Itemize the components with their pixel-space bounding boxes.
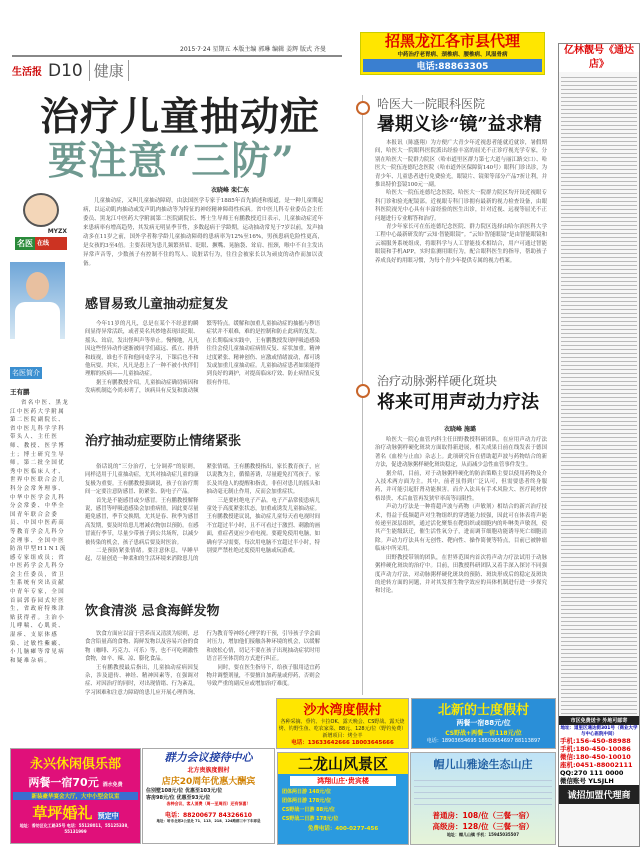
paragraph: 今年11岁的凡凡，总是在某个不经意的瞬间显得异常活跃，或者莫名其妙地表现出眨眼、摇头、耸肩，发出怪叫声等举止。慢慢地，凡凡因这些怪异动作逐渐被同学们疏远、孤立、排挤和歧视，谁也不肯和他同桌学习，下课后也不和他玩耍。其实，凡凡是患上了一种不被小伙伴们理解的疾病——儿童抽动症。 (85, 321, 199, 378)
ad-sub: 鸿翔山庄·贵宾楼 (290, 776, 396, 786)
ad-title: 亿林靓号《通达店》 (559, 44, 639, 72)
ad-promo: 店庆20周年优惠大酬宾 (161, 777, 256, 787)
ad-phone: 座机:0451-88002111 (560, 761, 633, 769)
ad-sub: 北方贵族度假村 (187, 767, 230, 774)
ad-yilin-numbers[interactable] (558, 43, 640, 847)
ad-price: 两餐一宿70元 (28, 776, 99, 789)
doctor-intro-label: 名医简介 (12, 369, 40, 377)
ad-phone: 电话:88863305 (363, 59, 542, 72)
ad-footer: 诚招加盟代理商 (559, 785, 639, 804)
doctor-cartoon-badge (15, 193, 67, 255)
ad-item: 团体两日游 178元/位 (282, 798, 332, 804)
paragraph: 本报讯（陈盛翔）为方便广大青少年近视患者能就近就诊，暑假期间，哈医大一院眼科医院派出经验丰富的屈光不正诊疗视光学专家，分别在哈医大一院群力院区（哈市道里区群力第七大道与丽江路交口）、哈医大一院伍连德纪念医院（哈市道外区保障街140号）眼科门诊出诊，为青少年、儿童患者进行免费验光，眼镜片、镜架等部分产品7折让利，并推出特价套镜100元一副。 (375, 140, 547, 189)
ad-address: 地址：哈市北郊2公里处 71、113、218、124路群三中下车即是 (156, 819, 261, 823)
paragraph: 王有鹏教授最后指出，儿童抽动症病因复杂，涉及遗传、神经、精神因素等，在强调对症、对因治疗的同时，对出现情绪、行为紊乱，学习困难和注意力障碍的患儿应开展心理咨询、行为教育等神经心理学的干预，引导孩子学会面对压力，增加他们接触各种环境的机会，以缓解和放松心情，切记不要在孩子出现抽动症状时用语言甚至体罚的方式进行纠正。 (85, 631, 320, 696)
doctor-bio: 省名中医、黑龙江中医药大学附属第二医院副院长、省中医儿科学学科带头人、主任医师、教授、医学博士；博士研究生导师。第二批全国优秀中医临床人才、世界中医联合会儿科分会常务理事、中华中医学会儿科分会常委、中华全国青年联合会委员、中国中医药高等教育学会儿科分会理事、全国中医防治甲型H1N1流感专家组成员；省中医药学会儿科分会主任委员，省卫生系统有突出贡献中青年专家，全国首届郭春园式好医生，省政府特殊津贴获得者。主治小儿哮喘、心肌炎、湿疹、支原体感染、过敏性紫癜、小儿脑瘫等常见病和疑难杂病。 (10, 400, 70, 664)
paragraph: 二是预防紧张情绪。要注意休息，早睡早起，尽量创造一种柔和的生活环境来消除患儿的紧张情绪。王有鹏教授指出，家长教育孩子，应以说教为主，循循善诱，尽量避免打骂孩子。家长及其他人的提醒和指责，非但对患儿的摇头和抽动毫无制止作用，反而会加重症状。 (85, 464, 320, 563)
ad-price: 住别墅108元/位 优惠至103元/位 (146, 788, 223, 794)
section-heading: 感冒易致儿童抽动症复发 (85, 297, 229, 312)
article-title: 将来可用声动力疗法 (377, 392, 539, 413)
article-kicker: 治疗动脉粥样硬化斑块 (377, 374, 498, 388)
ad-address: 地址：帽儿山镇 手机：15945035507 (446, 832, 519, 837)
ad-maoershan[interactable] (410, 752, 556, 845)
byline: 衣晓峰 栾仁东 (210, 187, 250, 194)
section-name: 健康 (89, 60, 129, 81)
section-body (85, 463, 320, 580)
page-number: D10 (48, 60, 83, 81)
ad-hall: 新装豪华宴会大厅，大中小型会议室 (13, 792, 138, 800)
ad-booking: 预定中 (97, 812, 119, 820)
ad-title: 二龙山风景区 (278, 753, 408, 774)
ad-wechat: 微信账号 YLSJLH (560, 777, 614, 785)
ad-note: 酒水免费 (102, 782, 123, 788)
ad-phone: 手机:156-450-88988 (560, 737, 631, 745)
cartoon-face-icon (23, 193, 59, 227)
paper-logo: 生活报 (12, 67, 42, 78)
ad-item: CS野战一日游 88元/位 (282, 807, 335, 813)
ad-erlongshan[interactable] (277, 752, 409, 845)
ad-phone: 电话：18903654695 18503654697 88113897 (426, 738, 541, 744)
ad-item: 团体两日游 148元/位 (282, 789, 332, 795)
ad-phone: 免费电话：400-0277-456 (307, 826, 379, 832)
ad-phone: 微信:180-450-10010 (560, 753, 631, 761)
doctor-name: 王有鹏 (10, 388, 30, 396)
ad-qunli[interactable] (142, 748, 275, 844)
paragraph: 俗话说的“三分治疗，七分调养”的原则，同样适用于儿童抽动症，尤其对抽动症儿童的康复极为重要。王有鹏教授强调说，孩子在治疗期间一定要注意防感冒、防紧张、防电子产品。 (85, 464, 199, 496)
article-body (375, 139, 547, 344)
ad-line: 两餐一宿88元/位 (456, 719, 511, 727)
section-heading: 治疗抽动症要防止情绪紧张 (85, 434, 242, 449)
ad-line: CS野战+两餐一宿118元/位 (445, 730, 522, 737)
badge-en: MYZX (47, 228, 67, 235)
number-list (561, 74, 637, 714)
dateline: 2015·7·24 星期五 本版主编 郭琳 编辑 姜辉 版式 齐曼 (180, 46, 326, 53)
badge-sub: 在线 (37, 240, 50, 247)
ad-room: 普通房：108/位（三餐一宿） (432, 811, 534, 820)
article-kicker: 哈医大一院眼科医院 (377, 97, 486, 111)
ad-note: 各种会议、客人消费（周一至周四）还有惊喜！ (166, 801, 251, 806)
paragraph: 三是要杜绝电子产品。电子产品常使患病儿童处于高度紧张状态，加重或诱发儿童抽动症。王有鹏教授建议说，抽动症儿童每天看电视时间不宜超过半小时，且不可看过于激烈、刺激的画面，重症者更应少看电视。要避免使用电脑，如确有学习需要，每次用电脑不宜超过半小时，特别要严禁杜绝过度使用电脑或玩游戏。 (206, 497, 320, 555)
masthead (12, 60, 129, 81)
ad-top-agent[interactable] (360, 32, 545, 75)
header-rule (12, 55, 342, 57)
main-title-line2: 要注意“三防” (48, 138, 295, 184)
article-marker-icon (356, 384, 370, 398)
ad-phone: 手机:180-450-10086 (560, 745, 631, 753)
paragraph: 饮食方面应以富于营养而又清淡为原则，忌食含铅量高的食物、海鲜发物以及容易兴奋的食物（咖啡、巧克力、可乐）等，也不可吃刺激性食物，如辛、辣、凉、膨化食品。 (85, 631, 199, 663)
ad-title: 沙水湾度假村 (303, 703, 382, 718)
ad-desc: 各种采摘、垂钓、卡拉OK、露天晚会、CS野战、露天烧烤、钓野生鱼、吃农家菜、88元、128元/位（野钓免费） 新增项目：烤全羊 (278, 719, 407, 738)
ad-shashuiwan[interactable] (276, 698, 409, 749)
main-title-line1: 治疗儿童抽动症 (40, 94, 321, 140)
doctor-photo (10, 262, 65, 339)
ad-item: CS野战二日游 178元/位 (282, 816, 339, 822)
badge-label: 名医 (17, 239, 33, 248)
paragraph: 哈医大一院伍连德纪念医院、哈医大一院群力院区均开设近视眼专科门诊和验光配镜部。近视眼专科门诊拥有最新的视力检查设备，由眼科医院视光中心具有丰富经验的医生出诊，针对近视、远视等屈光不正问题进行专业解答和治疗。 (375, 190, 547, 222)
paragraph: 首先是不能感冒或少感冒。王有鹏教授解释说，感冒等呼吸道感染会加重病情，因此要尽量避免感冒，季节交换期，尤其是春、秋季为感冒高发期，要及时给患儿增减衣物加以预防。在感冒流行季节，尽量少带孩子到公共场所，以减少被传染的机会，孩子患病后要及时医治。 (85, 497, 199, 546)
ad-title: 帽儿山雅途生态山庄 (433, 758, 533, 771)
paragraph: 青少年家长可在伍连德纪念医院、群力院区选择由哈尔滨医科大学工程中心最新研发的“云知·智能眼镜”。“云知·智能眼镜”是由智能眼镜和云端服务系统组成，将眼科学与人工智能技术相结合，用户可通过智能眼镜和手机APP，实时监测用眼行为，配合眼科医生的指导，帮助孩子养成良好的用眼习惯，为每个青少年提供专属的视力档案。 (375, 224, 547, 264)
ad-phone: 电话：13633642666 18003645666 (291, 740, 394, 746)
ad-title: 群力会议接待中心 (164, 751, 253, 764)
ad-yongxing[interactable] (10, 748, 141, 844)
article-title: 暑期义诊“镜”益求精 (377, 114, 542, 135)
paragraph: 哈医大一院心血管内科主任田野教授科研团队，在应用声动力疗法治疗动脉粥样硬化斑块方面取得新进展，相关成果日前在线发表于德国著名《血栓与止血》杂志上。此项研究旨在借助超声波与药物结合的新方法，促进动脉粥样硬化斑块稳定，从而减少急性血管事件发生。 (375, 437, 547, 469)
ad-address: 地址：香坊区化工路35号 电话：55128011，55125338，55131999 (19, 823, 132, 834)
intro-paragraph: 儿童抽动症，又叫儿童抽动障碍，由法国医学专家于1885年首先描述和报道，是一种儿童期起病，以运动肌肉抽动或发声肌肉抽动等为特征的神经精神障碍性疾病。省中医儿科专业委员会主任委员、黑龙江中医药大学附属第二医院副院长、博士生导师王有鹏教授近日表示，儿童抽动症近年来患病率有增高趋势，其发病无明显季节性，多数起病于学龄期，运动抽动常见于7岁以前，发声抽动多在11岁之前，国外学者称学龄儿童抽动障碍的患病率为12%至16%，男孩患病危险性更高，是女孩的3至4倍。主要表现为患儿频繁挤眉、眨眼、撅嘴、晃脑袋、耸肩、扭颈，喉中不自主发出异常声音等，少数孩子有控制不住的骂人、说脏话行为，往往会被家长以为顽皮的动作而加以责备。 (83, 198, 323, 267)
article-body (375, 436, 547, 681)
ad-room: 高级房：128/位（三餐一宿） (432, 822, 534, 831)
ad-wedding: 草坪婚礼 (32, 804, 93, 822)
ad-title: 招黑龙江各市县代理 (384, 32, 520, 50)
section-heading: 饮食清淡 忌食海鲜发物 (85, 604, 220, 619)
ad-beixin[interactable] (411, 698, 556, 749)
byline: 衣晓峰 施璐 (443, 426, 477, 433)
ad-title: 北新的士度假村 (437, 703, 529, 718)
paragraph: 同时，要在医生指导下，给孩子服用适宜药物并调整剂量，不要擅自加药量或停药，否则会导致严重的副反应或增加治疗难度。 (206, 664, 320, 688)
article-marker-icon (356, 101, 370, 115)
paragraph: 据王有鹏教授介绍，儿童抽动症确切病因和发病机制迄今尚未明了，该病具有反复和波动频繁等特点。缓解和加重儿童抽动症的抽搐与秽语症状并不艰难，难的是控制和防止此病的复发。在长期临床实践中，王有鹏教授发现呼吸道感染往往会使儿童抽动症病情反复、症状加重。精神过度紧张、精神创伤、应激或情绪波动，都可诱发或加重儿童抽动症。儿童抽动症患者如果能得到良好的调护，对提高临床疗效、防止病情反复很有作用。 (85, 321, 320, 395)
ad-price: 客房98元/位 优惠至93元/位 (146, 795, 211, 801)
ad-phone: 电话：88200677 84326610 (165, 812, 252, 819)
ad-title: 永兴休闲俱乐部 (29, 757, 121, 772)
paragraph: 据介绍，目前，对于动脉粥样硬化的防治策略主要以使用药物及介入技术两方面为主。其中，前者虽得到广泛认可，但需要患者终身服药，并可能引起肝肾功能损害。而介入法具有手术风险大、医疗耗材价格昂贵、术后血管再发狭窄率高等局限性。 (375, 470, 547, 502)
ad-qq: QQ:270 111 0000 (560, 769, 624, 777)
section-body (85, 320, 320, 415)
ad-notice: 市区免费送卡 外地可邮寄 (559, 716, 639, 725)
paragraph: 田野教授带领的团队，在世界范围内首次将声动力疗法试用于动脉粥样硬化斑块的治疗中。目前，田教授科研团队又着手深入探讨不同强度声动力疗法，对动脉粥样硬化斑块的预防、斑块形成后的稳定及斑块的逆转方面的问题，并对其发挥生物学效应的具体机制进行进一步探究和讨论。 (375, 554, 547, 595)
paragraph: 声动力疗法是一种将超声波与药物（声敏剂）相结合的新兴治疗技术，得益于低频超声对生物组织的穿透能力较强，因此可在体表将声能传递至深层组织，通过活化聚集在靶组织或细胞内的卟啉类声敏剂，使其产生能级跃迁，催生活性氧分子，进而调节细胞功能诱导死亡细胞清除。声动力疗法具有无创性、靶向性、操作简便等特点，目前已被肿瘤临床中所采用。 (375, 504, 547, 553)
ad-address: 地址：道里区通达街301号（商业大学与中心医院中间） (560, 726, 638, 737)
ad-sub: 中药治疗老胃病、颈椎病、腰椎病、风湿骨病 (397, 52, 508, 58)
